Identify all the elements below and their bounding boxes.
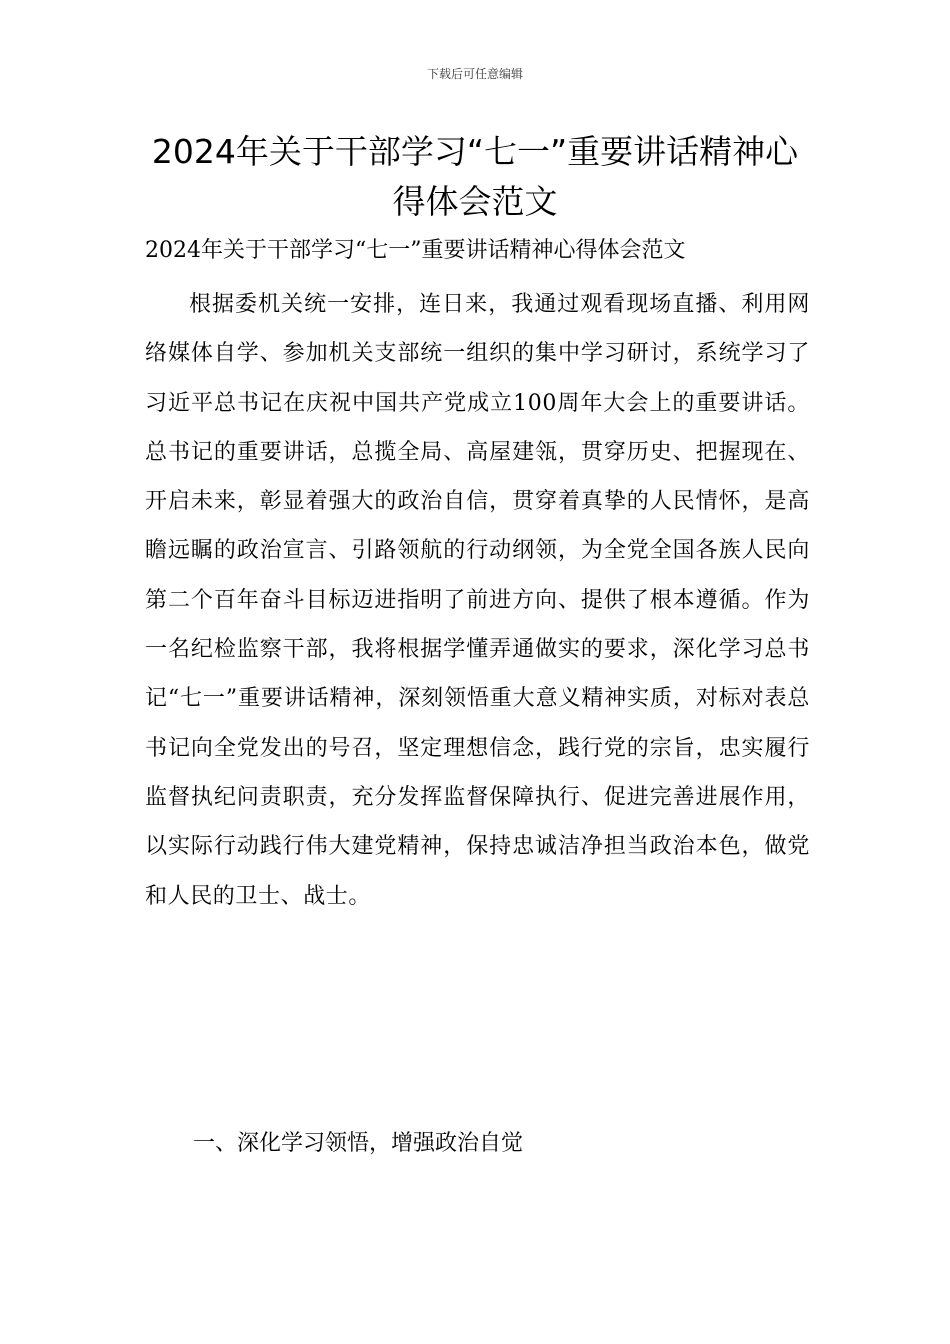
section-heading: 一、深化学习领悟，增强政治自觉 [193, 1131, 524, 1156]
body-paragraph: 根据委机关统一安排，连日来，我通过观看现场直播、利用网络媒体自学、参加机关支部统一组织的集中学习研讨，系统学习了习近平总书记在庆祝中国共产党成立100周年大会上的重要讲话。总书记的重要讲话，总揽全局、高屋建瓴，贯穿历史、把握现在、开启未来，彰显着强大的政治自信，贯穿着真挚的人民情怀，是高瞻远瞩的政治宣言、引路领航的行动纲领，为全党全国各族人民向第二个百年奋斗目标迈进指明了前进方向、提供了根本遵循。作为一名纪检监察干部，我将根据学懂弄通做实的要求，深化学习总书记“七一”重要讲话精神，深刻领悟重大意义精神实质，对标对表总书记向全党发出的号召，坚定理想信念，践行党的宗旨，忠实履行监督执纪问责职责，充分发挥监督保障执行、促进完善进展作用，以实际行动践行伟大建党精神，保持忠诚洁净担当政治本色，做党和人民的卫士、战士。 [145, 292, 810, 909]
header-note: 下载后可任意编辑 [426, 67, 523, 81]
document-title: 2024年关于干部学习“七一”重要讲话精神心得体会范文 [151, 132, 799, 221]
document-subtitle: 2024年关于干部学习“七一”重要讲话精神心得体会范文 [145, 238, 686, 263]
document-body [145, 280, 810, 921]
